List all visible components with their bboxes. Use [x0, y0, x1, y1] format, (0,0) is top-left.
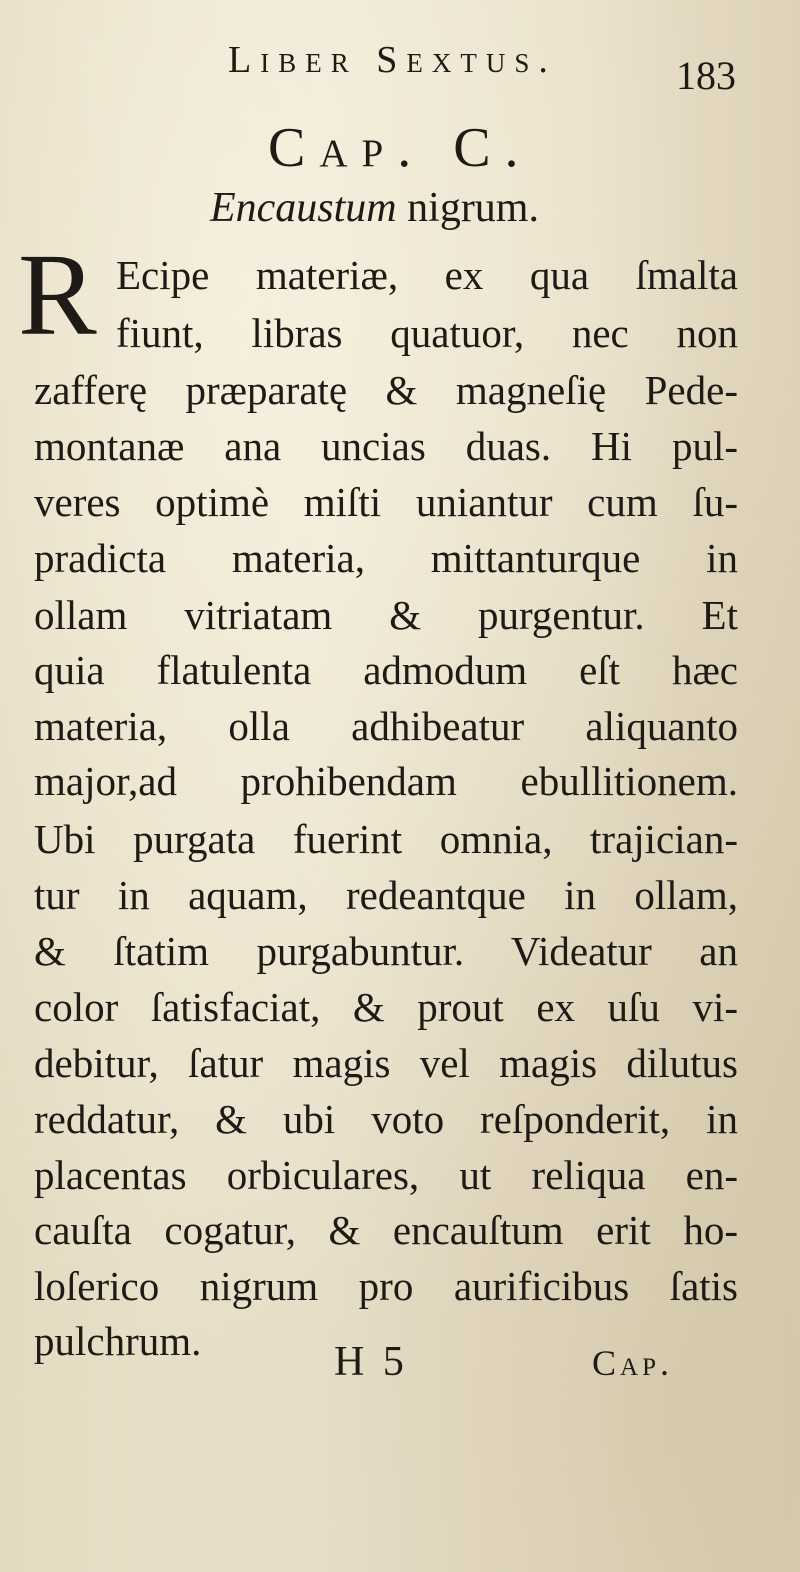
- chapter-subtitle: [210, 184, 539, 232]
- body-line: placentas orbiculares, ut reliqua en-: [34, 1152, 738, 1198]
- body-line: tur in aquam, redeantque in ollam,: [34, 872, 738, 918]
- catchword: Cap.: [592, 1343, 673, 1383]
- body-line: major,ad prohibendam ebullitionem.: [34, 758, 738, 804]
- body-line: Ecipe materiæ, ex qua ſmalta: [116, 252, 738, 298]
- body-line: reddatur, & ubi voto reſponderit, in: [34, 1096, 738, 1142]
- chapter-heading: Cap. C.: [268, 117, 533, 179]
- body-line: quia flatulenta admodum eſt hæc: [34, 647, 738, 693]
- body-line: veres optimè miſti uniantur cum ſu-: [34, 479, 738, 525]
- page-number: 183: [676, 53, 736, 98]
- body-line: fiunt, libras quatuor, nec non: [116, 310, 738, 356]
- body-line: materia, olla adhibeatur aliquanto: [34, 703, 738, 749]
- signature-mark: H 5: [334, 1339, 408, 1385]
- body-line: & ſtatim purgabuntur. Videatur an: [34, 928, 738, 974]
- body-line: zafferę præparatę & magneſię Pede-: [34, 367, 738, 413]
- subtitle-italic-word: Encaustum: [210, 185, 397, 231]
- body-line: pulchrum.: [34, 1318, 202, 1364]
- body-line: cauſta cogatur, & encauſtum erit ho-: [34, 1207, 738, 1253]
- body-line: debitur, ſatur magis vel magis dilutus: [34, 1040, 738, 1086]
- body-line: pradicta materia, mittanturque in: [34, 535, 738, 581]
- body-line: montanæ ana uncias duas. Hi pul-: [34, 423, 738, 469]
- body-line: color ſatisfaciat, & prout ex uſu vi-: [34, 984, 738, 1030]
- drop-cap: R: [18, 229, 97, 360]
- subtitle-roman-word: nigrum.: [396, 185, 539, 231]
- body-line: loſerico nigrum pro aurificibus ſatis: [34, 1263, 738, 1309]
- running-title: Liber Sextus.: [228, 39, 557, 81]
- body-line: ollam vitriatam & purgentur. Et: [34, 592, 738, 638]
- body-line: Ubi purgata fuerint omnia, trajician-: [34, 816, 738, 862]
